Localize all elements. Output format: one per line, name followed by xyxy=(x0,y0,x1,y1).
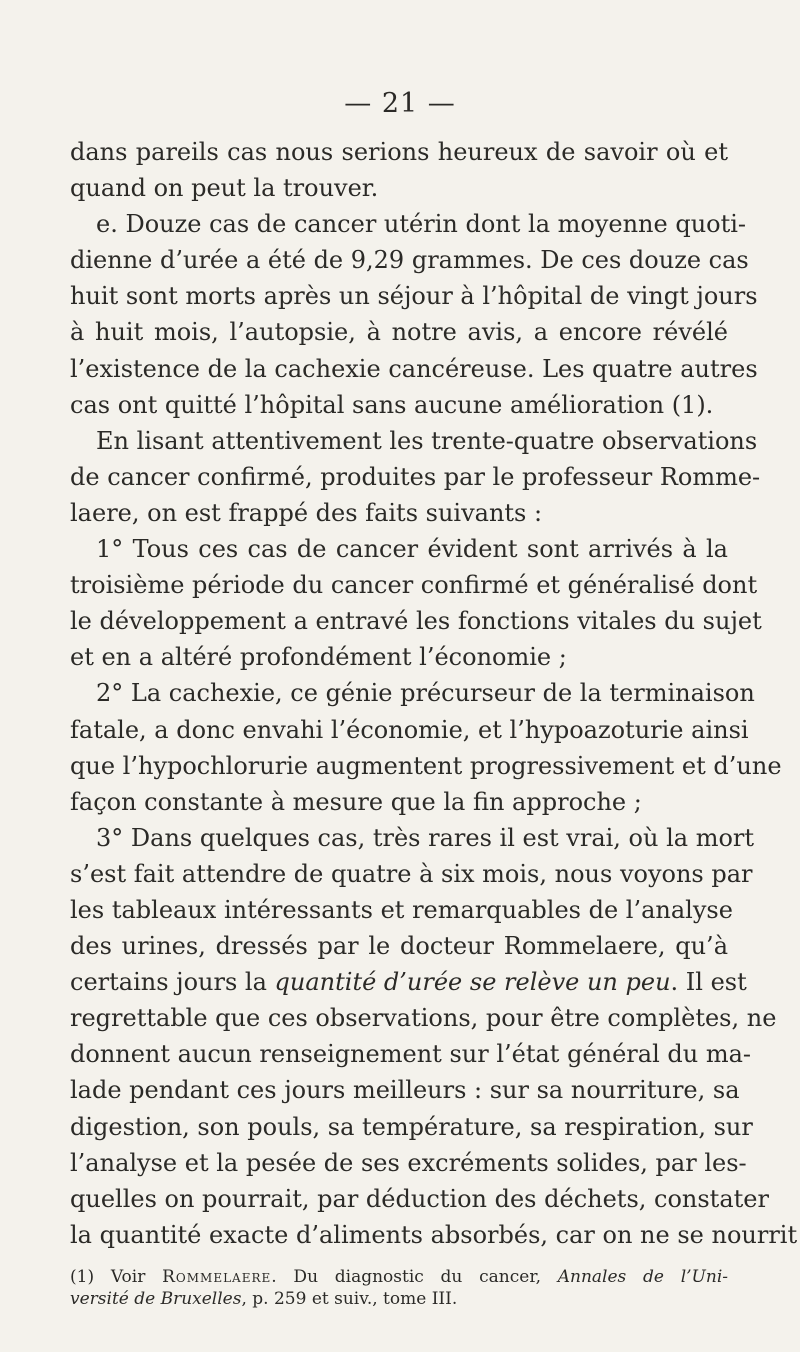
text-line: des urines, dressés par le docteur Rommelaere, qu’à xyxy=(70,932,728,961)
text-line: digestion, son pouls, sa température, sa respiration, sur xyxy=(70,1112,753,1141)
text-line: dans pareils cas nous serions heureux de savoir où et xyxy=(70,138,728,166)
text-line: dienne d’urée a été de 9,29 grammes. De ces douze cas xyxy=(70,246,749,275)
text-line: de cancer confirmé, produites par le professeur Romme- xyxy=(70,462,761,491)
text-line: le développement a entravé les fonctions vitales du sujet xyxy=(70,607,762,636)
footnote-text: , p. 259 et suiv., tome III. xyxy=(241,1289,458,1309)
text-line: l’existence de la cachexie cancéreuse. Les quatre autres xyxy=(70,354,758,383)
text-line: 2° La cachexie, ce génie précurseur de la terminaison xyxy=(96,679,755,708)
text-line: lade pendant ces jours meilleurs : sur sa nourriture, sa xyxy=(70,1076,740,1105)
text-line: fatale, a donc envahi l’économie, et l’hypoazoturie ainsi xyxy=(70,715,749,744)
footnote-text: . Du diagnostic du cancer, xyxy=(271,1267,558,1287)
text-line: 1° Tous ces cas de cancer évident sont arrivés à la xyxy=(96,535,728,564)
text-line: la quantité exacte d’aliments absorbés, car on ne se nourrit xyxy=(70,1220,798,1249)
text-line: troisième période du cancer confirmé et généralisé dont xyxy=(70,571,758,600)
text-line: 3° Dans quelques cas, très rares il est vrai, où la mort xyxy=(96,823,755,852)
text-line: cas ont quitté l’hôpital sans aucune amélioration (1). xyxy=(70,390,714,419)
text-line: donnent aucun renseignement sur l’état général du ma- xyxy=(70,1040,751,1069)
text-segment: certains jours la xyxy=(70,968,275,997)
footnote-author: Rommelaere xyxy=(162,1267,272,1287)
text-line: En lisant attentivement les trente-quatre observations xyxy=(96,426,758,455)
text-line: à huit mois, l’autopsie, à notre avis, a encore révélé xyxy=(70,318,728,347)
text-segment: . Il est xyxy=(670,968,747,997)
footnote-line xyxy=(70,1266,728,1288)
text-line xyxy=(70,964,747,1000)
text-line: s’est fait attendre de quatre à six mois, nous voyons par xyxy=(70,859,753,888)
text-line: l’analyse et la pesée de ses excréments solides, par les- xyxy=(70,1148,747,1177)
text-line: regrettable que ces observations, pour être complètes, ne xyxy=(70,1004,777,1033)
footnote xyxy=(70,1266,728,1310)
footnote-marker: (1) Voir xyxy=(70,1267,163,1287)
text-line: que l’hypochlorurie augmentent progressivement et d’une xyxy=(70,751,782,780)
footnote-journal: Annales de l’Uni- xyxy=(557,1267,729,1287)
text-line: et en a altéré profondément l’économie ; xyxy=(70,643,567,672)
footnote-journal: versité de Bruxelles xyxy=(70,1289,242,1309)
page-number: — 21 — xyxy=(344,88,456,119)
text-line: e. Douze cas de cancer utérin dont la moyenne quoti- xyxy=(96,210,747,239)
text-line: quand on peut la trouver. xyxy=(70,174,379,203)
text-line: huit sont morts après un séjour à l’hôpital de vingt jours xyxy=(70,282,758,311)
text-line: quelles on pourrait, par déduction des déchets, constater xyxy=(70,1184,769,1213)
text-line: laere, on est frappé des faits suivants : xyxy=(70,498,543,527)
italic-phrase: quantité d’urée se relève un peu xyxy=(274,968,671,997)
body-text xyxy=(70,134,798,1253)
footnote-line xyxy=(70,1288,728,1310)
text-line: les tableaux intéressants et remarquables de l’analyse xyxy=(70,895,733,924)
text-line: façon constante à mesure que la fin approche ; xyxy=(70,787,642,816)
